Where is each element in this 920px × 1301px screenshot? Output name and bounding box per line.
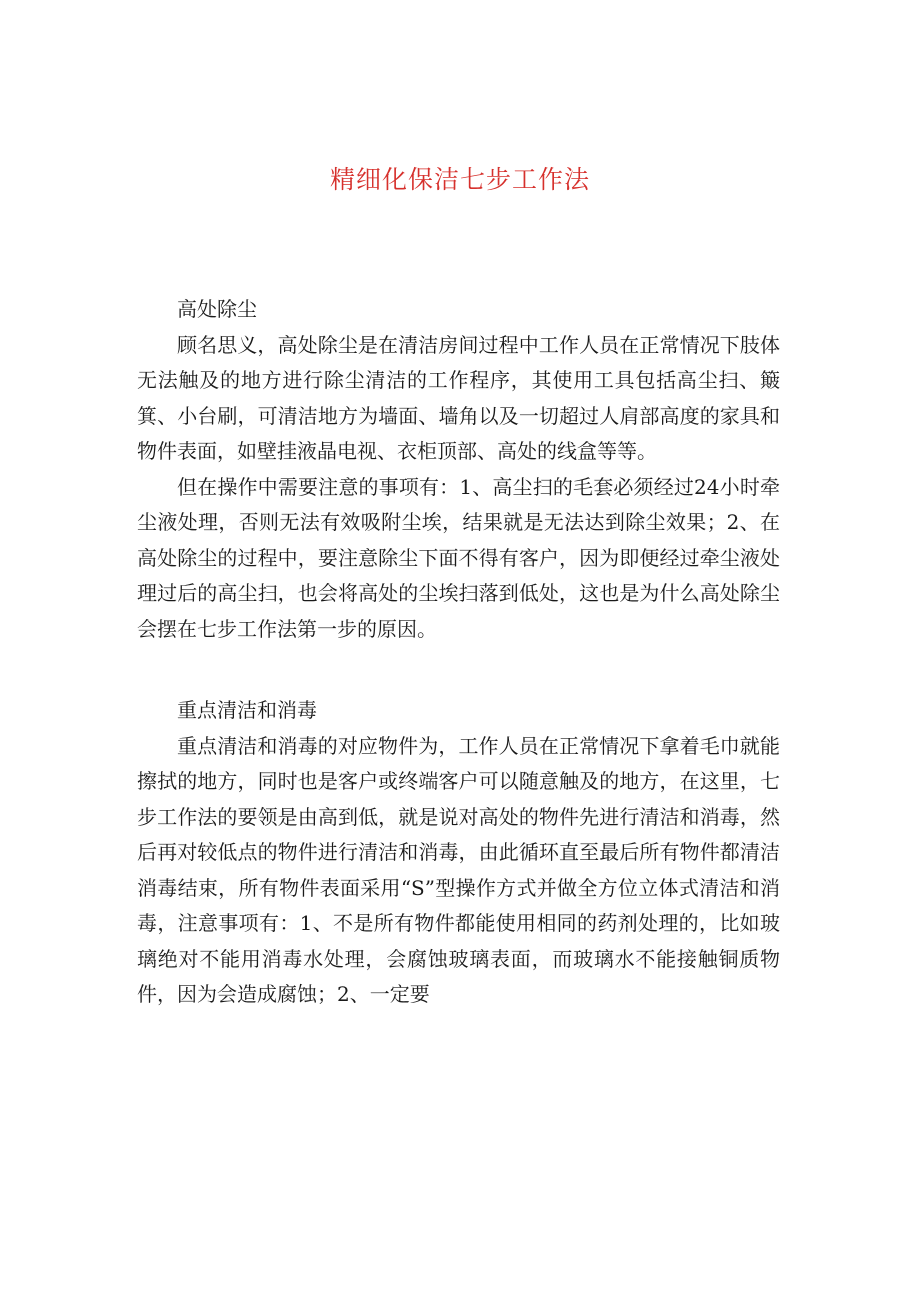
section-key-cleaning — [137, 693, 780, 1013]
section-spacer — [137, 647, 780, 693]
document-body — [137, 292, 780, 1013]
body-paragraph: 重点清洁和消毒的对应物件为，工作人员在正常情况下拿着毛巾就能擦拭的地方，同时也是客户或终端客户可以随意触及的地方，在这里，七步工作法的要领是由高到低，就是说对高处的物件先进行清洁和消毒，然后再对较低点的物件进行清洁和消毒，由此循环直至最后所有物件都清洁消毒结束，所有物件表面采用“S”型操作方式并做全方位立体式清洁和消毒，注意事项有：1、不是所有物件都能使用相同的药剂处理的，比如玻璃绝对不能用消毒水处理，会腐蚀玻璃表面，而玻璃水不能接触铜质物件，因为会造成腐蚀；2、一定要 — [137, 733, 780, 1006]
section-high-dusting — [137, 292, 780, 647]
section-heading: 重点清洁和消毒 — [177, 698, 317, 722]
body-paragraph: 顾名思义，高处除尘是在清洁房间过程中工作人员在正常情况下肢体无法触及的地方进行除尘清洁的工作程序，其使用工具包括高尘扫、簸箕、小台刷，可清洁地方为墙面、墙角以及一切超过人肩部高度的家具和物件表面，如壁挂液晶电视、衣柜顶部、高处的线盒等等。 — [137, 332, 780, 463]
body-paragraph: 但在操作中需要注意的事项有：1、高尘扫的毛套必须经过24小时牵尘液处理，否则无法有效吸附尘埃，结果就是无法达到除尘效果；2、在高处除尘的过程中，要注意除尘下面不得有客户，因为即便经过牵尘液处理过后的高尘扫，也会将高处的尘埃扫落到低处，这也是为什么高处除尘会摆在七步工作法第一步的原因。 — [137, 474, 780, 641]
document-title: 精细化保洁七步工作法 — [329, 165, 590, 194]
section-heading: 高处除尘 — [177, 297, 257, 321]
